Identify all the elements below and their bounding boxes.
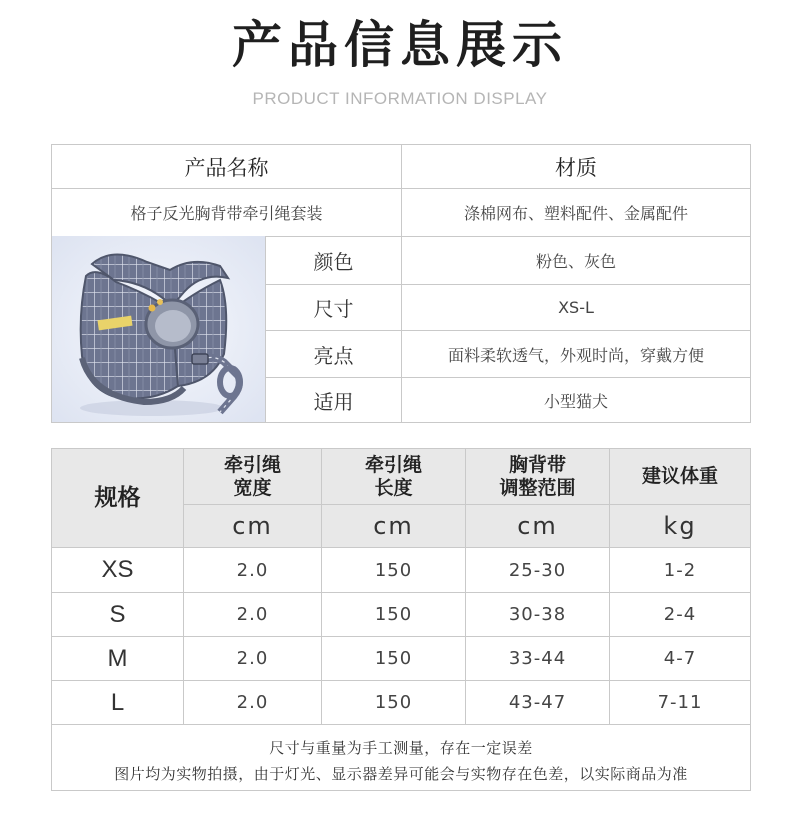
size-row-label: S [109,600,126,628]
leash-length-unit: cm [373,512,414,540]
table-cell: 43-47 [508,692,567,713]
color-disclaimer-note: 图片均为实物拍摄，由于灯光、显示器差异可能会与实物存在色差，以实际商品为准 [114,764,688,783]
leash-length-header-line2: 长度 [374,476,413,499]
product-photo [52,236,265,422]
product-info-table [51,144,751,423]
leash-width-header-line1: 牵引绳 [223,453,281,476]
table-cell: 2.0 [236,604,269,625]
table-cell: 2-4 [663,604,697,625]
color-label: 颜色 [313,250,354,274]
harness-range-header-line2: 调整范围 [499,476,576,499]
highlight-value: 面料柔软透气，外观时尚，穿戴方便 [447,345,704,365]
size-label: 尺寸 [313,297,354,321]
leash-width-unit: cm [232,512,273,540]
color-value: 粉色、灰色 [535,252,616,271]
weight-unit: kg [663,512,697,540]
product-name-header: 产品名称 [184,155,269,180]
highlight-label: 亮点 [313,343,354,368]
product-name-value: 格子反光胸背带牵引绳套装 [130,204,323,223]
harness-range-header-line1: 胸背带 [508,453,566,476]
table-cell: 150 [374,692,413,713]
size-value: XS-L [558,298,594,317]
table-cell: 150 [374,648,413,669]
size-chart-table [51,448,751,791]
harness-leash-image [52,236,265,422]
table-cell: 4-7 [663,648,697,669]
table-cell: 150 [374,604,413,625]
measurement-note: 尺寸与重量为手工测量，存在一定误差 [269,738,533,757]
page-subtitle: PRODUCT INFORMATION DISPLAY [252,89,548,108]
weight-header-line1: 建议体重 [641,465,718,487]
table-cell: 7-11 [657,692,703,713]
weight-header [610,449,750,504]
suitable-value: 小型猫犬 [543,391,608,411]
suitable-label: 适用 [313,389,354,414]
size-row-label: M [107,644,128,672]
table-cell: 33-44 [508,648,567,669]
leash-width-header-line2: 宽度 [233,476,272,499]
material-header: 材质 [555,155,597,180]
material-value: 涤棉网布、塑料配件、金属配件 [463,204,688,223]
harness-range-header [466,449,609,504]
table-cell: 150 [374,559,413,581]
harness-range-unit: cm [517,512,558,540]
table-cell: 1-2 [663,559,697,581]
table-cell: 2.0 [236,692,269,713]
size-row-label: L [110,688,125,716]
leash-length-header [322,449,465,504]
table-cell: 2.0 [236,648,269,669]
spec-header: 规格 [94,484,141,511]
leash-width-header [184,449,321,504]
table-cell: 30-38 [508,604,567,625]
table-cell: 2.0 [236,559,269,581]
page-title: 产品信息展示 [232,16,568,74]
size-row-label: XS [101,556,134,583]
table-cell: 25-30 [508,559,567,581]
leash-length-header-line1: 牵引绳 [364,453,422,476]
